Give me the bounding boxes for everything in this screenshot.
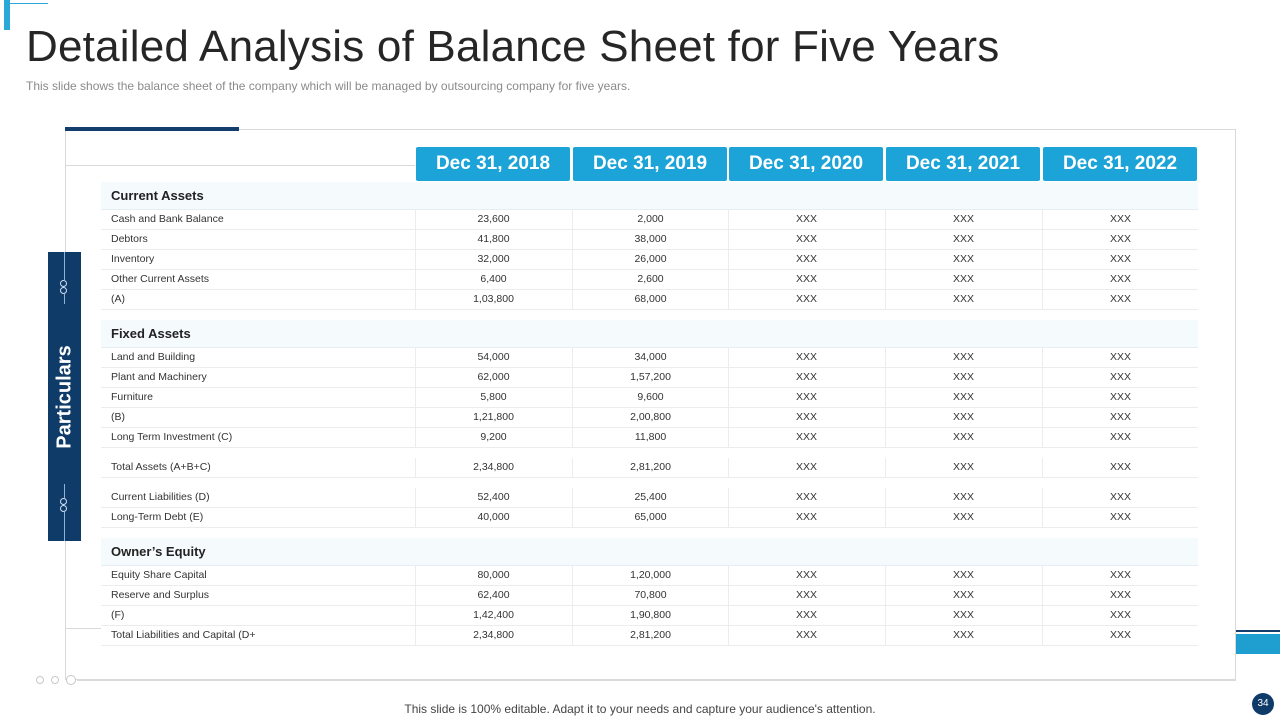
table-row (101, 508, 1198, 528)
row-label: Total Liabilities and Capital (D+ (111, 629, 256, 641)
value-cell: XXX (885, 388, 1041, 407)
value-cell: XXX (885, 230, 1041, 249)
dot-icon (66, 675, 76, 685)
value-cell: 5,800 (415, 388, 571, 407)
value-cell: XXX (885, 566, 1041, 585)
value-cell: XXX (1042, 348, 1198, 367)
table-row (101, 388, 1198, 408)
value-cell: XXX (885, 290, 1041, 309)
value-cell: 2,600 (572, 270, 728, 289)
value-cell: 2,000 (572, 210, 728, 229)
value-cell: 9,200 (415, 428, 571, 447)
table-row (101, 210, 1198, 230)
inner-frame-bottom-line (65, 628, 101, 629)
value-cell: 70,800 (572, 586, 728, 605)
value-cell: XXX (885, 458, 1041, 477)
section-header-row (101, 320, 1198, 348)
row-label: (A) (111, 293, 125, 305)
value-cell: 80,000 (415, 566, 571, 585)
value-cell: XXX (728, 458, 884, 477)
row-label: Land and Building (111, 351, 196, 363)
value-cell: XXX (728, 290, 884, 309)
row-label: Equity Share Capital (111, 569, 207, 581)
table-row (101, 428, 1198, 448)
value-cell: 40,000 (415, 508, 571, 527)
row-label: Other Current Assets (111, 273, 210, 285)
column-header: Dec 31, 2019 (573, 147, 727, 181)
row-label: Current Liabilities (D) (111, 491, 210, 503)
row-label: Furniture (111, 391, 154, 403)
row-spacer (101, 528, 1198, 538)
particulars-label: Particulars (53, 344, 75, 449)
row-label: Plant and Machinery (111, 371, 207, 383)
panel-connector-line (64, 512, 65, 541)
value-cell: 38,000 (572, 230, 728, 249)
value-cell: XXX (1042, 586, 1198, 605)
value-cell: XXX (728, 626, 884, 645)
row-spacer (101, 448, 1198, 458)
panel-node-circle (60, 505, 67, 512)
value-cell: 41,800 (415, 230, 571, 249)
value-cell: XXX (728, 270, 884, 289)
value-cell: XXX (885, 250, 1041, 269)
value-cell: 23,600 (415, 210, 571, 229)
value-cell: XXX (1042, 230, 1198, 249)
row-label: (B) (111, 411, 125, 423)
value-cell: 11,800 (572, 428, 728, 447)
row-label: Long-Term Debt (E) (111, 511, 204, 523)
table-row (101, 290, 1198, 310)
value-cell: XXX (885, 586, 1041, 605)
section-title: Fixed Assets (111, 326, 191, 341)
value-cell: 54,000 (415, 348, 571, 367)
value-cell: 1,90,800 (572, 606, 728, 625)
value-cell: 1,03,800 (415, 290, 571, 309)
value-cell: XXX (728, 488, 884, 507)
page-number: 34 (1252, 693, 1274, 715)
row-label: Cash and Bank Balance (111, 213, 224, 225)
value-cell: XXX (1042, 270, 1198, 289)
value-cell: XXX (728, 408, 884, 427)
table-row (101, 348, 1198, 368)
value-cell: XXX (885, 368, 1041, 387)
column-header: Dec 31, 2020 (729, 147, 883, 181)
value-cell: 26,000 (572, 250, 728, 269)
table-row (101, 626, 1198, 646)
value-cell: 9,600 (572, 388, 728, 407)
value-cell: XXX (728, 210, 884, 229)
row-label: Total Assets (A+B+C) (111, 461, 211, 473)
section-header-row (101, 182, 1198, 210)
value-cell: XXX (1042, 458, 1198, 477)
value-cell: 62,400 (415, 586, 571, 605)
value-cell: 34,000 (572, 348, 728, 367)
table-row (101, 458, 1198, 478)
value-cell: XXX (728, 606, 884, 625)
column-header: Dec 31, 2021 (886, 147, 1040, 181)
value-cell: 32,000 (415, 250, 571, 269)
value-cell: 1,20,000 (572, 566, 728, 585)
value-cell: 1,57,200 (572, 368, 728, 387)
value-cell: XXX (728, 348, 884, 367)
decorative-dots (36, 676, 256, 686)
panel-node-circle (60, 280, 67, 287)
value-cell: XXX (1042, 508, 1198, 527)
value-cell: XXX (885, 488, 1041, 507)
table-body (101, 182, 1198, 646)
value-cell: 68,000 (572, 290, 728, 309)
panel-node-circle (60, 287, 67, 294)
value-cell: XXX (728, 428, 884, 447)
value-cell: XXX (1042, 210, 1198, 229)
value-cell: XXX (728, 250, 884, 269)
value-cell: XXX (885, 508, 1041, 527)
value-cell: 6,400 (415, 270, 571, 289)
value-cell: 52,400 (415, 488, 571, 507)
value-cell: XXX (728, 566, 884, 585)
panel-node-circle (60, 498, 67, 505)
table-row (101, 606, 1198, 626)
column-header: Dec 31, 2018 (416, 147, 570, 181)
corner-accent-vertical (4, 0, 10, 30)
value-cell: 2,81,200 (572, 626, 728, 645)
value-cell: 1,42,400 (415, 606, 571, 625)
value-cell: 1,21,800 (415, 408, 571, 427)
value-cell: XXX (885, 348, 1041, 367)
value-cell: XXX (1042, 368, 1198, 387)
value-cell: XXX (885, 428, 1041, 447)
table-row (101, 586, 1198, 606)
section-title: Owner’s Equity (111, 544, 206, 559)
value-cell: XXX (1042, 626, 1198, 645)
value-cell: 2,00,800 (572, 408, 728, 427)
panel-connector-line (64, 484, 65, 498)
value-cell: XXX (1042, 606, 1198, 625)
value-cell: XXX (1042, 408, 1198, 427)
value-cell: 65,000 (572, 508, 728, 527)
value-cell: XXX (1042, 250, 1198, 269)
balance-sheet-table (101, 147, 1198, 646)
panel-connector-line (64, 252, 65, 280)
row-label: Reserve and Surplus (111, 589, 210, 601)
table-row (101, 270, 1198, 290)
value-cell: XXX (728, 230, 884, 249)
value-cell: XXX (885, 606, 1041, 625)
value-cell: 62,000 (415, 368, 571, 387)
value-cell: XXX (728, 508, 884, 527)
dot-icon (36, 676, 44, 684)
row-label: Inventory (111, 253, 155, 265)
bottom-divider (77, 680, 1236, 681)
section-title: Current Assets (111, 188, 204, 203)
value-cell: XXX (1042, 566, 1198, 585)
row-spacer (101, 478, 1198, 488)
value-cell: XXX (885, 408, 1041, 427)
value-cell: XXX (885, 210, 1041, 229)
value-cell: 2,34,800 (415, 626, 571, 645)
value-cell: XXX (1042, 428, 1198, 447)
row-label: Long Term Investment (C) (111, 431, 233, 443)
table-row (101, 230, 1198, 250)
value-cell: XXX (1042, 488, 1198, 507)
section-header-row (101, 538, 1198, 566)
footer-note: This slide is 100% editable. Adapt it to your needs and capture your audience's attention. (404, 702, 876, 716)
row-label: Debtors (111, 233, 148, 245)
particulars-panel (48, 252, 81, 541)
table-row (101, 368, 1198, 388)
frame-top-accent (65, 127, 239, 131)
value-cell: XXX (728, 586, 884, 605)
table-row (101, 408, 1198, 428)
value-cell: 2,81,200 (572, 458, 728, 477)
table-row (101, 566, 1198, 586)
slide-subtitle: This slide shows the balance sheet of the company which will be managed by outsourcing company for five years. (26, 79, 631, 93)
table-header-row (101, 147, 1198, 182)
value-cell: XXX (728, 388, 884, 407)
right-accent-line (1236, 630, 1280, 632)
panel-connector-line (64, 294, 65, 304)
value-cell: XXX (1042, 388, 1198, 407)
value-cell: 2,34,800 (415, 458, 571, 477)
row-label: (F) (111, 609, 125, 621)
value-cell: 25,400 (572, 488, 728, 507)
right-accent-bar (1236, 634, 1280, 654)
corner-accent-line (4, 3, 48, 4)
value-cell: XXX (885, 626, 1041, 645)
table-row (101, 488, 1198, 508)
value-cell: XXX (885, 270, 1041, 289)
row-spacer (101, 310, 1198, 320)
value-cell: XXX (728, 368, 884, 387)
dot-icon (51, 676, 59, 684)
value-cell: XXX (1042, 290, 1198, 309)
table-row (101, 250, 1198, 270)
column-header: Dec 31, 2022 (1043, 147, 1197, 181)
slide-title: Detailed Analysis of Balance Sheet for Five Years (26, 22, 1000, 71)
